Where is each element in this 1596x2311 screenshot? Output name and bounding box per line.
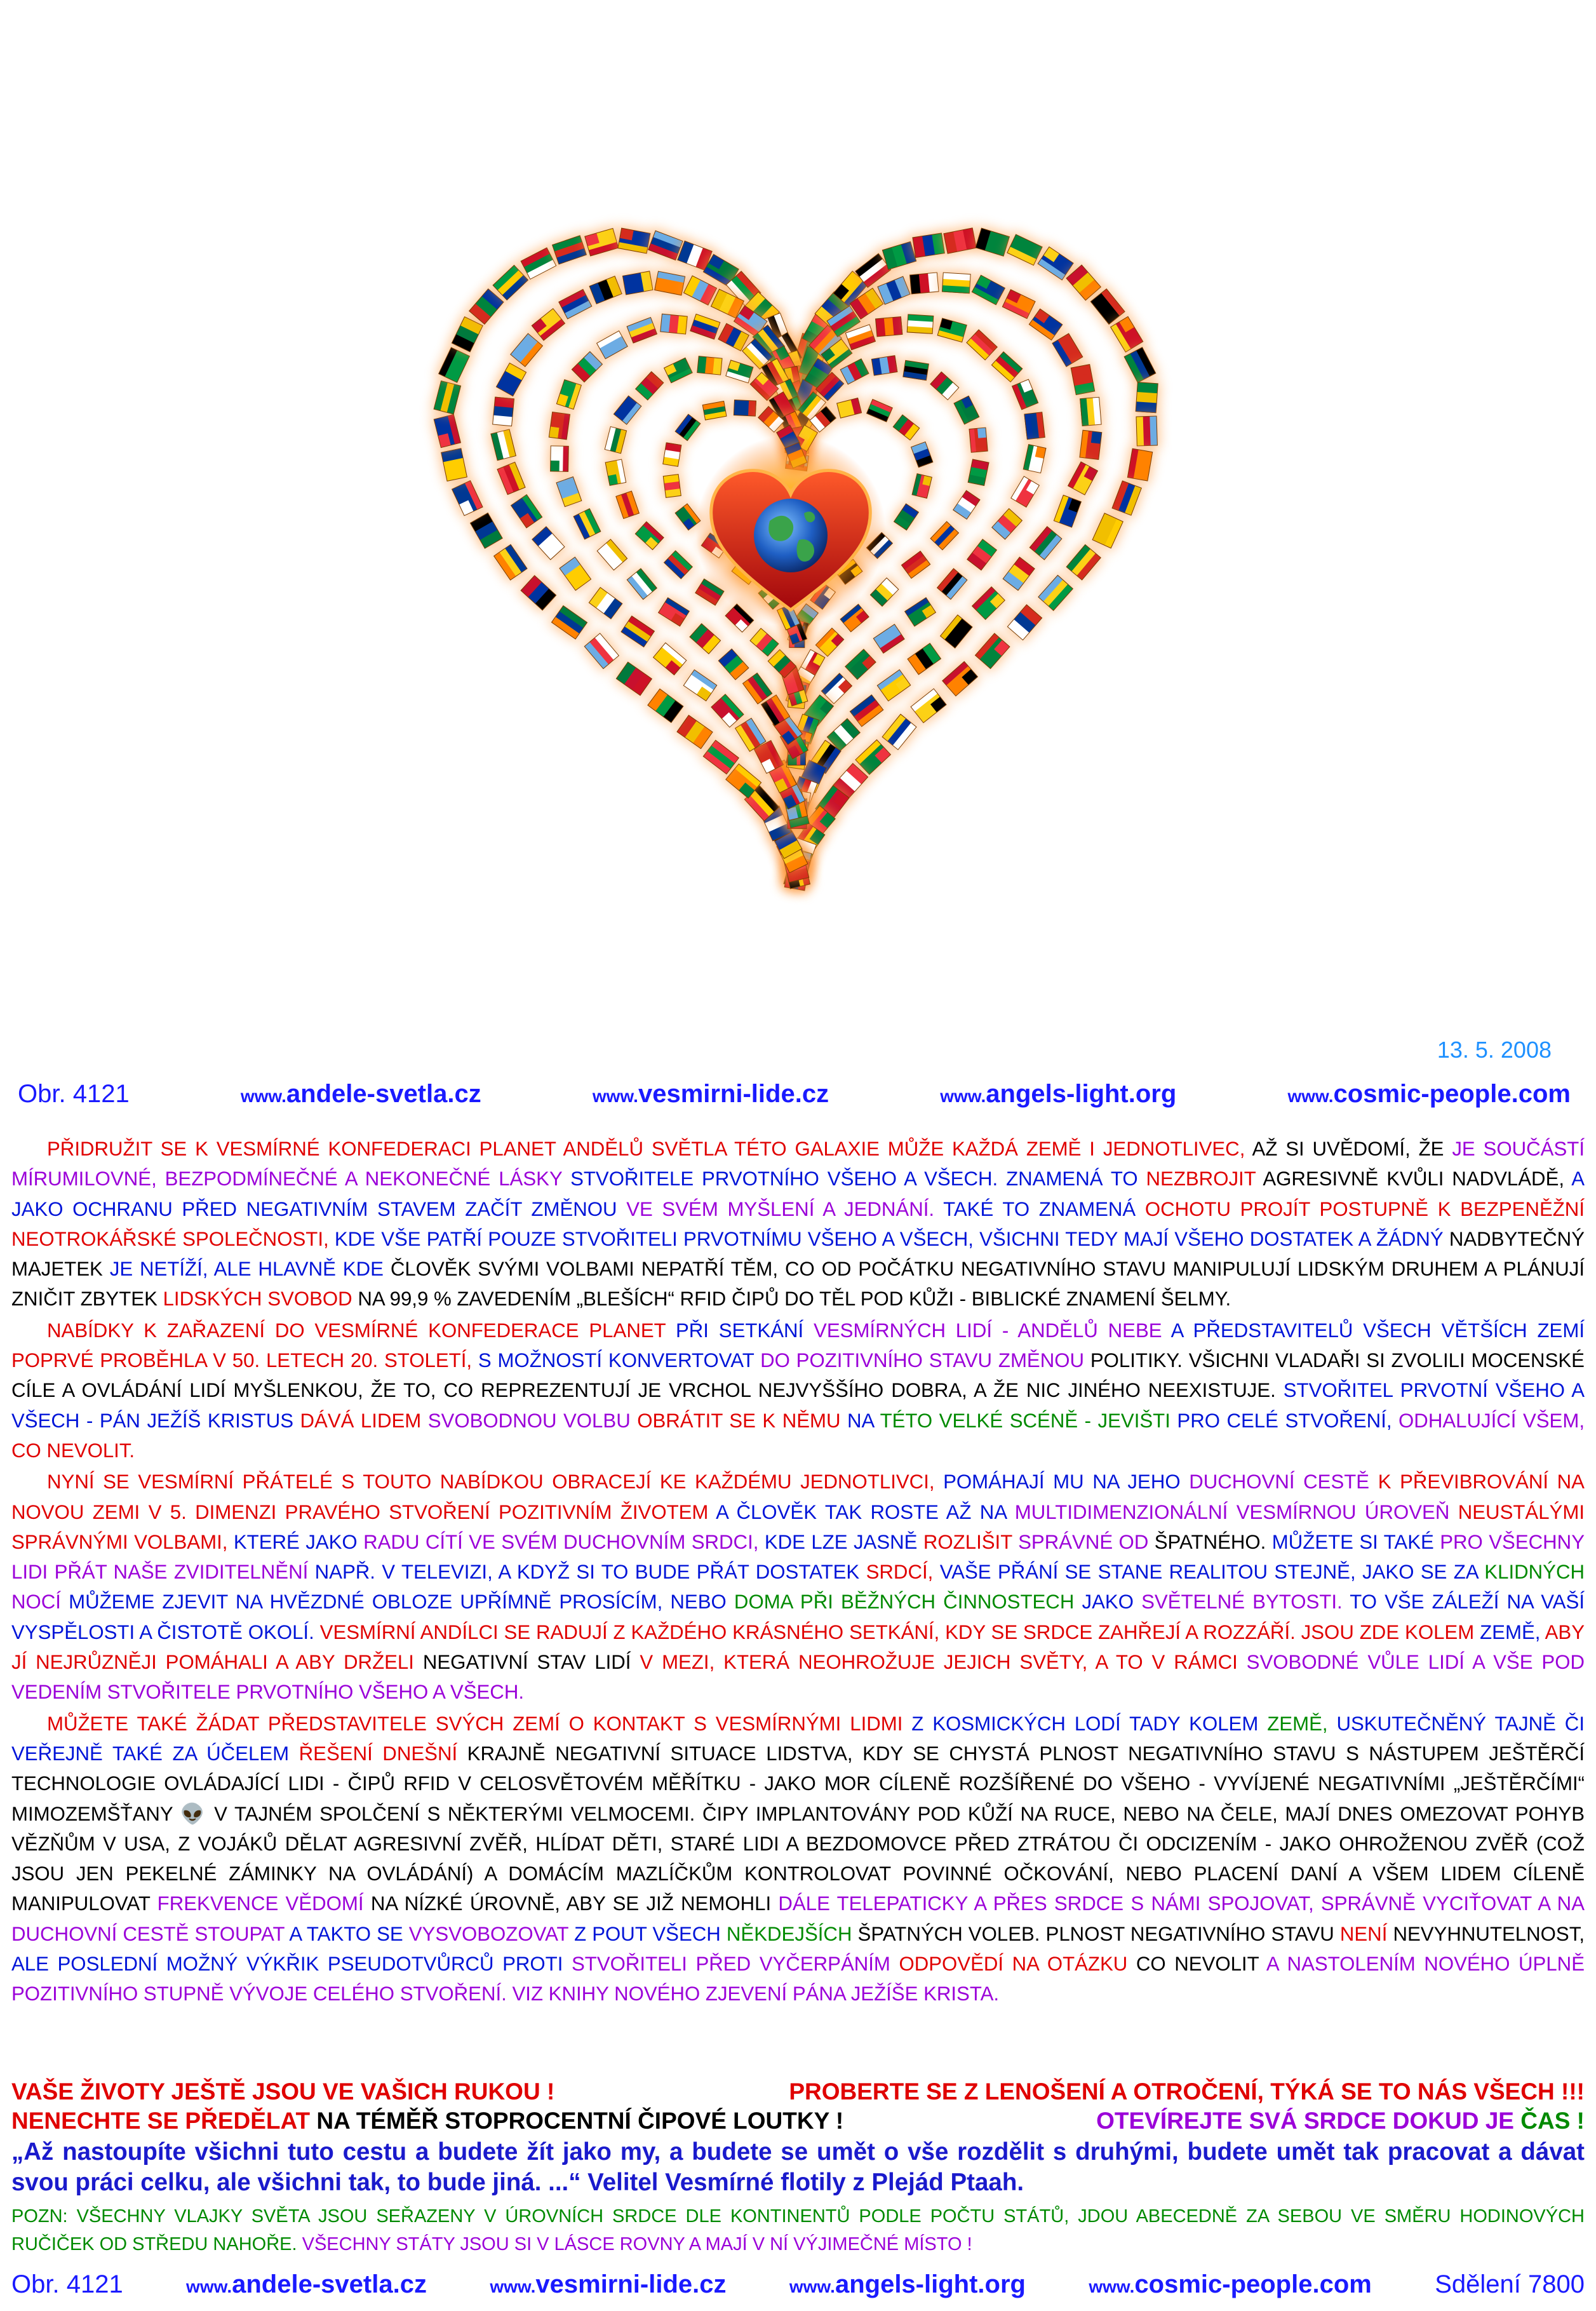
flag-icon bbox=[873, 314, 905, 339]
flag-icon bbox=[644, 685, 687, 726]
flag-icon bbox=[694, 353, 725, 377]
text-run: ŠPATNÝCH VOLEB. PLNOST NEGATIVNÍHO STAVU bbox=[857, 1922, 1340, 1945]
figure-number: Obr. 4121 bbox=[18, 1080, 130, 1108]
text-run: JAKO bbox=[1082, 1591, 1142, 1614]
text-run: ABY JÍ NEJRŮZNĚJI POMÁHALI A ABY DRŽELI bbox=[11, 1620, 1585, 1674]
text-run: USKUTEČNĚNÝ TAJNĚ ČI VEŘEJNĚ TAKÉ ZA ÚČELEM bbox=[11, 1712, 1585, 1765]
text-run: PŘI SETKÁNÍ bbox=[675, 1319, 814, 1342]
flag-icon bbox=[657, 311, 690, 337]
flag-icon bbox=[869, 353, 901, 378]
link-cosmic-people[interactable]: www.cosmic-people.com bbox=[1287, 1080, 1571, 1108]
text-run: V MEZI, KTERÁ NEOHROŽUJE JEJICH SVĚTY, A TO V RÁMCI bbox=[640, 1651, 1247, 1674]
text-run: VAŠE PŘÁNÍ SE STANE REALITOU STEJNĚ, JAKO SE ZA bbox=[939, 1561, 1485, 1584]
flag-icon bbox=[1020, 441, 1049, 476]
text-run: CO NEVOLIT bbox=[1136, 1953, 1266, 1976]
text-run: VESMÍRNÍ ANDÍLCI SE RADUJÍ Z KAŽDÉHO KRÁSNÉHO SETKÁNÍ, KDY SE SRDCE ZAHŘEJÍ A ROZZÁŘÍ. JSOU ZDE KOLEM bbox=[319, 1620, 1480, 1643]
flag-icon bbox=[909, 471, 935, 501]
flag-icon bbox=[613, 488, 643, 522]
flag-icon bbox=[700, 398, 730, 423]
flag-icon bbox=[927, 368, 962, 403]
flag-icon bbox=[731, 397, 758, 419]
flag-icon bbox=[969, 583, 1009, 623]
text-run: DUCHOVNÍ CESTĚ bbox=[1189, 1471, 1378, 1493]
flag-icon bbox=[610, 392, 645, 428]
flag-icon bbox=[601, 424, 629, 457]
text-run: NĚKDEJŠÍCH bbox=[726, 1922, 858, 1945]
text-run: TAKÉ TO ZNAMENÁ bbox=[943, 1197, 1145, 1220]
flag-icon bbox=[908, 685, 950, 727]
flag-icon bbox=[602, 456, 629, 488]
text-run: DÁLE TELEPATICKY A PŘES SRDCE S NÁMI SPOJOVAT, SPRÁVNĚ VYCIŤOVAT A NA DUCHOVNÍ CESTĚ STOUPAT bbox=[11, 1892, 1585, 1945]
text-run: NAPŘ. V TELEVIZI, A KDYŽ SI TO BUDE PŘÁT DOSTATEK bbox=[314, 1561, 866, 1584]
flag-icon bbox=[1125, 446, 1156, 484]
flag-icon bbox=[672, 410, 704, 444]
flag-icon bbox=[1004, 601, 1046, 643]
flag-icon bbox=[661, 354, 695, 386]
text-run: ROZLIŠIT bbox=[923, 1530, 1019, 1553]
flag-icon bbox=[548, 602, 591, 643]
figure-number-bottom: Obr. 4121 bbox=[11, 2270, 123, 2298]
text-run: Z KOSMICKÝCH LODÍ TADY KOLEM bbox=[911, 1712, 1268, 1735]
text-run: PRO VŠECHNY LIDI PŘÁT NAŠE ZVIDITELNĚNÍ bbox=[11, 1530, 1585, 1584]
text-run: TO VŠE ZÁLEŽÍ NA VAŠÍ VYSPĚLOSTI A ČISTOTĚ OKOLÍ. bbox=[11, 1591, 1585, 1643]
flag-icon bbox=[890, 411, 923, 443]
flag-icon bbox=[1035, 572, 1076, 614]
flag-icon bbox=[898, 548, 934, 582]
appeal-line-2-black: NA TÉMĚŘ STOPROCENTNÍ ČIPOVÉ LOUTKY ! bbox=[310, 2108, 844, 2134]
text-run: SPRÁVNÉ OD bbox=[1018, 1530, 1155, 1553]
flag-icon bbox=[655, 594, 693, 630]
flag-icon bbox=[904, 312, 936, 337]
flag-icon bbox=[686, 620, 724, 657]
text-run: JE NETÍŽÍ, ALE HLAVNĚ KDE bbox=[109, 1258, 391, 1281]
footnote-main: POZN: VŠECHNY VLAJKY SVĚTA JSOU SEŘAZENY V ÚROVNÍCH SRDCE DLE KONTINENTŮ PODLE POČTU STÁTŮ, JDOU ABECEDNĚ ZA SEBOU VE SMĚRU HODINOVÝCH RUČIČEK OD STŘEDU NAHOŘE. bbox=[11, 2206, 1585, 2254]
flag-icon bbox=[967, 425, 991, 455]
text-run: MŮŽETE TAKÉ ŽÁDAT PŘEDSTAVITELE SVÝCH ZEMÍ O KONTAKT S VESMÍRNÝMI LIDMI bbox=[47, 1712, 912, 1735]
flag-icon bbox=[1077, 394, 1104, 429]
paragraph-1 bbox=[11, 1134, 1585, 1314]
flag-icon bbox=[1000, 553, 1038, 594]
text-run: SVOBODNÉ VŮLE LIDÍ A VŠE POD VEDENÍM STVOŘITELE PRVOTNÍHO VŠEHO A VŠECH. bbox=[11, 1651, 1585, 1704]
flag-icon bbox=[490, 394, 517, 429]
flag-icon bbox=[939, 658, 981, 700]
text-run: A NASTOLENÍM NOVÉHO ÚPLNĚ POZITIVNÍHO STUPNĚ VÝVOJE CELÉHO STVOŘENÍ. VIZ KNIHY NOVÉHO ZJEVENÍ PÁNA JEŽÍŠE KRISTA. bbox=[11, 1953, 1585, 2005]
text-run: Z POUT VŠECH bbox=[574, 1922, 727, 1945]
text-run: KRAJNĚ NEGATIVNÍ SITUACE LIDSTVA, KDY SE CHYSTÁ PLNOST NEGATIVNÍHO STAVU S NÁSTUPEM JEŠTĚRČÍ TECHNOLOGIE OVLÁDAJÍCÍ LIDI - ČIPŮ RFID V CELOSVĚTOVÉM MĚŘÍTKU - JAKO MOR CÍLENĚ ROZŠÍŘENÉ DO VŠEHO - VYVÍJENÉ NEGATIVNÍMI „JEŠTĚRČÍMI“ MIMOZEMŠŤANY 👽 V TAJNÉM SPOLČENÍ S NĚKTERÝMI VELMOCEMI. ČIPY IMPLANTOVÁNY POD KŮŽÍ NA RUCE, NEBO NA ČELE, MAJÍ DNES OMEZOVAT POHYB VĚZŇŮM V USA, Z VOJÁKŮ DĚLAT AGRESIVNÍ ZVĚŘ, HLÍDAT DĚTI, STARÉ LIDI A BEZDOMOVCE PŘED ZTRÁTOU ČI ODCIZENÍM - JAKO OHROŽENOU ZVĚŘ (COŽ JSOU JEN PEKELNÉ ZÁMINKY NA OVLÁDÁNÍ) A DOMÁCÍM MAZLÍČKŮM KONTROLOVAT POVINNÉ OČKOVÁNÍ, NEBO PLACENÍ DANÍ A VŠEM LIDEM CÍLENĚ MANIPULOVAT bbox=[11, 1742, 1585, 1915]
message-number: Sdělení 7800 bbox=[1435, 2270, 1585, 2298]
text-run: NEZBROJIT bbox=[1146, 1168, 1263, 1190]
flag-icon bbox=[617, 612, 658, 650]
text-run: A ČLOVĚK TAK ROSTE AŽ NA bbox=[716, 1500, 1015, 1523]
text-run: ZEMĚ, bbox=[1480, 1620, 1545, 1643]
text-run: VESMÍRNÝCH LIDÍ - ANDĚLŮ NEBE bbox=[814, 1319, 1171, 1342]
link-vesmirni-lide[interactable]: www.vesmirni-lide.cz bbox=[592, 1080, 829, 1108]
flag-icon bbox=[581, 630, 622, 672]
flag-icon bbox=[582, 225, 622, 259]
flag-icon bbox=[624, 565, 661, 603]
text-run: S MOŽNOSTÍ KONVERTOVAT bbox=[478, 1349, 761, 1372]
flag-icon bbox=[890, 500, 922, 534]
text-run: AŽ SI UVĚDOMÍ, ŽE bbox=[1252, 1138, 1452, 1160]
link-vesmirni-lide-bottom[interactable]: www.vesmirni-lide.cz bbox=[490, 2270, 727, 2298]
text-run: ČLOVĚK SVÝMI VOLBAMI NEPATŘÍ TĚM, CO OD POČÁTKU NEGATIVNÍHO STAVU MANIPULUJÍ LIDSKÝM DRUHEM A PLÁNUJÍ ZNIČIT ZBYTEK bbox=[11, 1258, 1585, 1310]
flag-icon bbox=[901, 594, 939, 630]
text-run: KLIDNÝCH bbox=[1484, 1561, 1585, 1584]
text-run: LIDSKÝCH SVOBOD bbox=[163, 1288, 358, 1310]
flag-icon bbox=[528, 523, 568, 563]
flag-icon bbox=[624, 314, 661, 346]
text-run: NABÍDKY K ZAŘAZENÍ DO VESMÍRNÉ KONFEDERACE PLANET bbox=[47, 1319, 676, 1342]
flag-icon bbox=[661, 547, 696, 583]
flag-icon bbox=[963, 536, 1000, 574]
closing-appeal bbox=[11, 2077, 1585, 2198]
text-run: SRDCÍ, bbox=[866, 1561, 940, 1584]
flag-icon bbox=[661, 471, 684, 501]
flag-icon bbox=[1089, 510, 1127, 552]
text-run: KDE VŠE PATŘÍ POUZE STVOŘITELI PRVOTNÍMU VŠEHO A VŠECH, VŠICHNI TEDY MAJÍ VŠEHO DOSTATEK A ŽÁDNÝ bbox=[334, 1227, 1449, 1250]
flag-icon bbox=[951, 393, 983, 428]
text-run: TÉTO VELKÉ SCÉNĚ - JEVIŠTI bbox=[880, 1409, 1177, 1432]
text-run: DÁVÁ LIDEM bbox=[300, 1409, 428, 1432]
central-heart-globe bbox=[695, 435, 886, 626]
flag-icon bbox=[934, 315, 970, 346]
text-run: KDE LZE JASNĚ bbox=[764, 1530, 923, 1553]
text-run: DO POZITIVNÍHO STAVU ZMĚNOU bbox=[760, 1349, 1090, 1372]
text-run: NENÍ bbox=[1339, 1922, 1393, 1945]
flag-icon bbox=[594, 536, 631, 574]
flag-icon bbox=[632, 368, 667, 403]
flag-icon bbox=[547, 443, 571, 475]
flag-icon bbox=[863, 396, 895, 425]
text-run: CO NEVOLIT. bbox=[11, 1439, 135, 1462]
text-run: OCHOTU PROJÍT POSTUPNĚ K BEZPENĚŽNÍ NEOTROKÁŘSKÉ SPOLEČNOSTI, bbox=[11, 1197, 1585, 1250]
text-run: AGRESIVNĚ KVŮLI NADVLÁDĚ, bbox=[1263, 1168, 1572, 1190]
flag-icon bbox=[949, 487, 983, 523]
text-run: NEVYHNUTELNOST, bbox=[1393, 1922, 1585, 1945]
text-run: FREKVENCE VĚDOMÍ bbox=[157, 1892, 371, 1915]
text-run: VE SVÉM MYŠLENÍ A JEDNÁNÍ. bbox=[626, 1197, 944, 1220]
text-run: ŠPATNÉHO. bbox=[1154, 1530, 1272, 1553]
flag-icon bbox=[939, 270, 973, 296]
text-run: KTERÉ JAKO bbox=[233, 1530, 364, 1553]
flag-icon bbox=[904, 640, 945, 678]
flag-icon bbox=[488, 426, 519, 464]
top-links-bar bbox=[18, 1080, 1571, 1115]
footnote bbox=[11, 2202, 1585, 2258]
flag-icon bbox=[613, 659, 655, 699]
link-cosmic-people-bottom[interactable]: www.cosmic-people.com bbox=[1089, 2270, 1372, 2298]
flag-icon bbox=[553, 377, 584, 413]
text-run: ODPOVĚDÍ NA OTÁZKU bbox=[899, 1953, 1136, 1976]
link-andele-svetla-bottom[interactable]: www.andele-svetla.cz bbox=[186, 2270, 427, 2298]
text-run: DOMA PŘI BĚŽNÝCH ČINNOSTECH bbox=[734, 1591, 1082, 1614]
flag-icon bbox=[438, 445, 470, 484]
footnote-tail: VŠECHNY STÁTY JSOU SI V LÁSCE ROVNY A MAJÍ V NÍ VÝJIMEČNÉ MÍSTO ! bbox=[297, 2234, 972, 2254]
flag-icon bbox=[490, 541, 531, 584]
appeal-line-1-left: VAŠE ŽIVOTY JEŠTĚ JSOU VE VAŠICH RUKOU ! bbox=[11, 2079, 555, 2105]
text-run: POPRVÉ PROBĚHLA V 50. LETECH 20. STOLETÍ, bbox=[11, 1349, 478, 1372]
flag-icon bbox=[988, 505, 1026, 543]
flag-icon bbox=[680, 666, 721, 704]
flag-icon bbox=[1007, 473, 1043, 511]
date-label: 13. 5. 2008 bbox=[1437, 1037, 1552, 1063]
flag-icon bbox=[1064, 459, 1101, 499]
flag-icon bbox=[1134, 414, 1160, 448]
text-run: JE SOUČÁSTÍ MÍRUMILOVNÉ, BEZPODMÍNEČNÉ A NEKONEČNÉ LÁSKY bbox=[11, 1138, 1585, 1190]
text-run: MULTIDIMENZIONÁLNÍ VESMÍRNOU ÚROVEŇ bbox=[1014, 1500, 1458, 1523]
flag-icon bbox=[1050, 492, 1084, 530]
text-run: PRO CELÉ STVOŘENÍ, bbox=[1177, 1409, 1399, 1432]
flag-icon bbox=[553, 473, 585, 509]
paragraph-4 bbox=[11, 1709, 1585, 2009]
flag-icon bbox=[448, 477, 486, 519]
flag-icon bbox=[934, 565, 971, 603]
flag-icon bbox=[620, 268, 656, 297]
paragraph-3 bbox=[11, 1467, 1585, 1707]
text-run: A PŘEDSTAVITELŮ VŠECH VĚTŠÍCH ZEMÍ bbox=[1170, 1319, 1585, 1342]
text-run: MŮŽETE SI TAKÉ bbox=[1271, 1530, 1440, 1553]
flag-icon bbox=[1068, 361, 1098, 398]
text-run: STVOŘITELI PŘED VYČERPÁNÍM bbox=[571, 1953, 899, 1976]
text-run: ALE POSLEDNÍ MOŽNÝ VÝKŘIK PSEUDOTVŮRCŮ PROTI bbox=[11, 1953, 572, 1976]
flag-icon bbox=[965, 456, 991, 488]
text-run: VYSVOBOZOVAT bbox=[408, 1922, 575, 1945]
message-body bbox=[11, 1134, 1585, 2011]
link-angels-light[interactable]: www.angels-light.org bbox=[940, 1080, 1177, 1108]
text-run: NA 99,9 % ZAVEDENÍM „BLEŠÍCH“ RFID ČIPŮ DO TĚL POD KŮŽI - BIBLICKÉ ZNAMENÍ ŠELMY. bbox=[358, 1288, 1231, 1310]
flag-icon bbox=[900, 358, 932, 383]
text-run: MŮŽEME ZJEVIT NA HVĚZDNÉ OBLOZE UPŘÍMNĚ PROSÍCÍM, NEBO bbox=[69, 1591, 734, 1614]
flag-icon bbox=[517, 572, 560, 614]
text-run: NADBYTEČNÝ MAJETEK bbox=[11, 1227, 1585, 1281]
text-run: A JAKO OCHRANU PŘED NEGATIVNÍM STAVEM ZAČÍT ZMĚNOU bbox=[11, 1168, 1585, 1220]
text-run: ODHALUJÍCÍ VŠEM, bbox=[1398, 1409, 1585, 1432]
flag-icon bbox=[937, 611, 976, 652]
appeal-line-2-purple: OTEVÍREJTE SVÁ SRDCE DOKUD JE bbox=[1096, 2108, 1521, 2134]
flag-icon bbox=[586, 584, 626, 623]
text-run: POLITIKY. VŠICHNI VLADAŘI SI ZVOLILI MOCENSKÉ CÍLE A OVLÁDÁNÍ LIDÍ MYŠLENKOU, ŽE TO, CO REPREZENTUJÍ JE VRCHOL NEJVYŠŠÍHO DOBRA, A ŽE NIC JINÉHO NEEXISTUJE. bbox=[11, 1349, 1585, 1402]
flag-icon bbox=[870, 621, 908, 657]
ptaah-quote: „Až nastoupíte všichni tuto cestu a budete žít jako my, a budete se umět o vše rozdělit s druhými, budete umět tak pracovat a dávat svou práci celku, ale všichni tak, to bude jiná. ...“ Velitel Vesmírné flotily z Plejád Ptaah. bbox=[11, 2138, 1585, 2196]
appeal-line-1-right: PROBERTE SE Z LENOŠENÍ A OTROČENÍ, TÝKÁ SE TO NÁS VŠECH !!! bbox=[789, 2079, 1585, 2105]
flag-icon bbox=[1026, 523, 1066, 563]
text-run: SVĚTELNÉ BYTOSTI. bbox=[1141, 1591, 1350, 1614]
text-run: ŘEŠENÍ DNEŠNÍ bbox=[298, 1742, 467, 1765]
text-run: NA bbox=[847, 1409, 880, 1432]
text-run: NOCÍ bbox=[11, 1591, 69, 1614]
flag-icon bbox=[1077, 428, 1105, 462]
flag-icon bbox=[570, 505, 604, 542]
flag-icon bbox=[927, 518, 962, 553]
text-run: STVOŘITEL PRVOTNÍ VŠEHO A VŠECH - PÁN JEŽÍŠ KRISTUS bbox=[11, 1379, 1585, 1432]
flag-icon bbox=[1133, 379, 1161, 415]
flag-icon bbox=[507, 491, 546, 532]
text-run: NA NÍZKÉ ÚROVNĚ, ABY SE JIŽ NEMOHLI bbox=[370, 1892, 779, 1915]
flag-heart-illustration bbox=[0, 0, 1596, 1042]
text-run: POMÁHAJÍ MU NA JEHO bbox=[943, 1471, 1190, 1493]
flag-icon bbox=[874, 666, 915, 705]
text-run: NEUSTÁLÝMI SPRÁVNÝMI VOLBAMI, bbox=[11, 1500, 1585, 1553]
flag-icon bbox=[494, 459, 529, 498]
text-run: OBRÁTIT SE K NĚMU bbox=[637, 1409, 848, 1432]
text-run: NEGATIVNÍ STAV LIDÍ bbox=[422, 1651, 640, 1674]
appeal-line-2-green: ČAS ! bbox=[1520, 2108, 1585, 2134]
bottom-links-bar bbox=[11, 2270, 1585, 2305]
appeal-line-2-red: NENECHTE SE PŘEDĚLAT bbox=[11, 2108, 311, 2134]
flag-icon bbox=[556, 553, 594, 594]
flag-icon bbox=[834, 395, 865, 421]
text-run: K PŘEVIBROVÁNÍ NA NOVOU ZEMI V 5. DIMENZI PRAVÉHO STVOŘENÍ POZITIVNÍM ŽIVOTEM bbox=[11, 1471, 1585, 1523]
flag-icon bbox=[650, 639, 690, 678]
flag-icon bbox=[1021, 409, 1047, 442]
text-run: PŘIDRUŽIT SE K VESMÍRNÉ KONFEDERACI PLANET ANDĚLŮ SVĚTLA TÉTO GALAXIE MŮŽE KAŽDÁ ZEMĚ I JEDNOTLIVEC, bbox=[47, 1138, 1252, 1160]
text-run: STVOŘITELE PRVOTNÍHO VŠEHO A VŠECH. ZNAMENÁ TO bbox=[570, 1168, 1146, 1190]
flag-icon bbox=[593, 327, 631, 362]
flag-icon bbox=[632, 518, 667, 553]
link-angels-light-bottom[interactable]: www.angels-light.org bbox=[789, 2270, 1026, 2298]
text-run: RADU CÍTÍ VE SVÉM DUCHOVNÍM SRDCI, bbox=[363, 1530, 765, 1553]
flag-icon bbox=[972, 630, 1014, 672]
flag-icon bbox=[467, 509, 506, 552]
flag-icon bbox=[1109, 478, 1145, 519]
flag-icon bbox=[546, 409, 573, 442]
paragraph-2 bbox=[11, 1316, 1585, 1465]
flag-icon bbox=[941, 225, 979, 257]
flag-icon bbox=[908, 438, 936, 471]
flag-icon bbox=[431, 411, 464, 450]
text-run: ZEMĚ, bbox=[1267, 1712, 1337, 1735]
text-run: SVOBODNOU VOLBU bbox=[427, 1409, 638, 1432]
text-run: A TAKTO SE bbox=[289, 1922, 409, 1945]
flag-icon bbox=[660, 440, 684, 469]
link-andele-svetla[interactable]: www.andele-svetla.cz bbox=[240, 1080, 481, 1108]
flag-icon bbox=[907, 270, 941, 297]
text-run: NYNÍ SE VESMÍRNÍ PŘÁTELÉ S TOUTO NABÍDKOU OBRACEJÍ KE KAŽDÉMU JEDNOTLIVCI, bbox=[47, 1471, 944, 1493]
flag-icon bbox=[1063, 541, 1104, 584]
